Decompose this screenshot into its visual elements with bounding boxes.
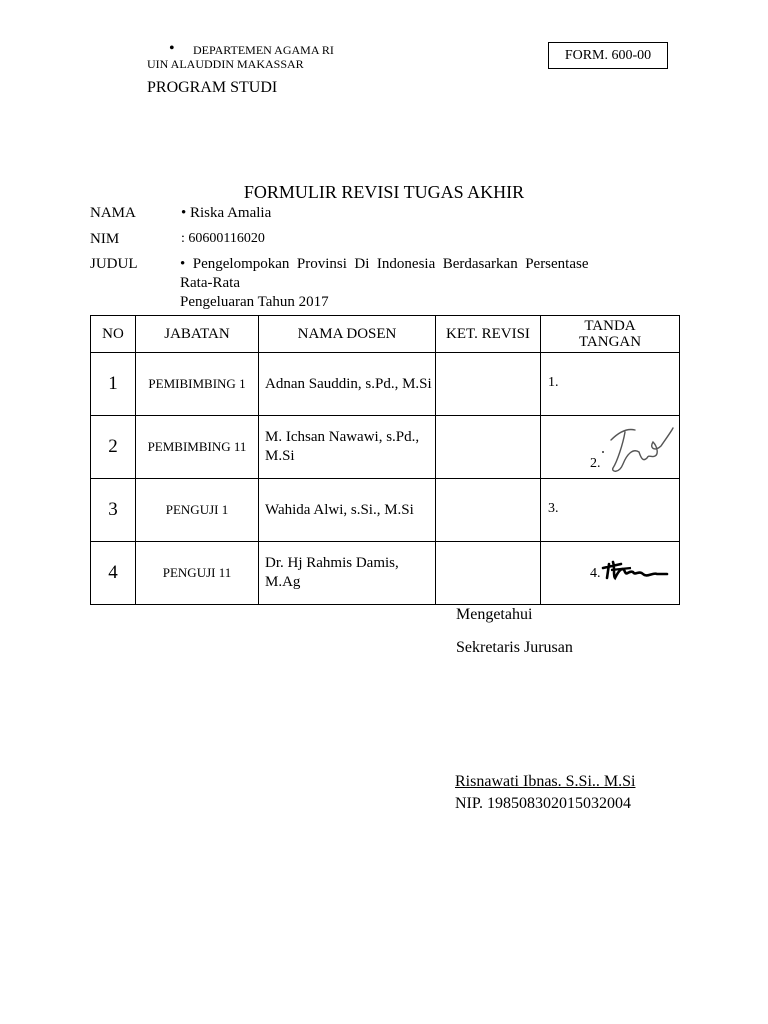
row-signature-cell <box>541 542 680 605</box>
row-jabatan: PEMIBIMBING 1 <box>136 353 259 416</box>
nama-label: NAMA <box>90 205 136 221</box>
table-row <box>91 479 680 542</box>
row-dosen: Wahida Alwi, s.Si., M.Si <box>259 479 436 542</box>
secretary-nip: NIP. 198508302015032004 <box>455 795 632 812</box>
row-no: 4 <box>91 542 136 605</box>
document-title: FORMULIR REVISI TUGAS AKHIR <box>243 182 525 202</box>
row-signature-cell <box>541 353 680 416</box>
header-ket-revisi: KET. REVISI <box>436 316 541 353</box>
signature-number: 2. <box>590 456 601 471</box>
row-revisi <box>436 542 541 605</box>
nama-value: • Riska Amalia <box>181 205 272 221</box>
handwritten-signature-icon <box>601 558 671 584</box>
secretary-title: Sekretaris Jurusan <box>456 639 573 656</box>
mengetahui-label: Mengetahui <box>456 606 533 623</box>
secretary-name: Risnawati Ibnas. S.Si.. M.Si <box>455 773 636 790</box>
row-revisi <box>436 353 541 416</box>
row-revisi <box>436 479 541 542</box>
row-dosen: Adnan Sauddin, s.Pd., M.Si <box>259 353 436 416</box>
signature-number: 3. <box>548 501 559 516</box>
judul-value-line1: • Pengelompokan Provinsi Di Indonesia Berdasarkan Persentase <box>180 256 589 272</box>
table-row <box>91 416 680 479</box>
header-tanda-tangan <box>541 316 680 353</box>
row-jabatan: PENGUJI 1 <box>136 479 259 542</box>
row-jabatan: PEMBIMBING 11 <box>136 416 259 479</box>
nim-label: NIM <box>90 231 120 247</box>
handwritten-signature-icon <box>599 418 677 476</box>
row-signature-cell <box>541 479 680 542</box>
row-jabatan: PENGUJI 11 <box>136 542 259 605</box>
signature-number: 4. <box>590 566 601 581</box>
row-no: 1 <box>91 353 136 416</box>
header-tangan: TANGAN <box>578 334 642 350</box>
judul-value-line3: Pengeluaran Tahun 2017 <box>180 294 329 310</box>
header-no: NO <box>91 316 136 353</box>
table-header-row <box>91 316 680 353</box>
judul-label: JUDUL <box>90 256 138 272</box>
row-dosen: Dr. Hj Rahmis Damis, M.Ag <box>259 542 436 605</box>
row-no: 3 <box>91 479 136 542</box>
table-row <box>91 353 680 416</box>
institution-name: UIN ALAUDDIN MAKASSAR <box>147 57 304 71</box>
row-dosen: M. Ichsan Nawawi, s.Pd., M.Si <box>259 416 436 479</box>
header-jabatan: JABATAN <box>136 316 259 353</box>
program-label: PROGRAM STUDI <box>147 79 278 96</box>
department-name: • DEPARTEMEN AGAMA RI <box>193 43 334 58</box>
signature-number: 1. <box>548 375 559 390</box>
header-nama-dosen: NAMA DOSEN <box>259 316 436 353</box>
nim-value: : 60600116020 <box>181 231 265 246</box>
row-signature-cell <box>541 416 680 479</box>
row-no: 2 <box>91 416 136 479</box>
row-revisi <box>436 416 541 479</box>
header-tanda: TANDA <box>584 318 636 334</box>
form-number-box: FORM. 600-00 <box>548 42 668 69</box>
judul-value-line2: Rata-Rata <box>180 275 240 291</box>
table-row <box>91 542 680 605</box>
revision-table <box>90 315 680 605</box>
